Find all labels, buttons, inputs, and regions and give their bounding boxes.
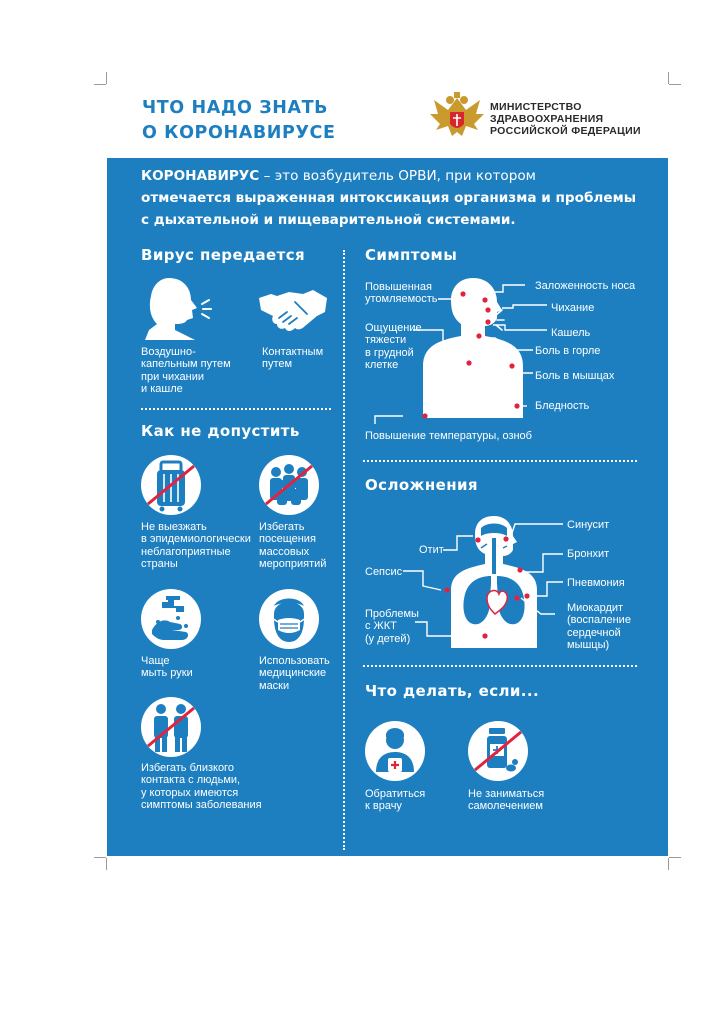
crop-mark <box>668 72 669 84</box>
text-line: контакта с людьми, <box>141 774 241 787</box>
text-line: мышцы) <box>567 639 610 652</box>
text-line: мероприятий <box>259 558 327 571</box>
crop-mark <box>669 857 681 858</box>
text-line: у которых имеются <box>141 786 239 799</box>
text-line: Повышенная <box>365 281 432 293</box>
text-line: массовых <box>259 545 310 558</box>
intro-line1: – это возбудитель ОРВИ, при котором <box>259 168 536 184</box>
text-line: мыть руки <box>141 667 193 680</box>
text-line: медицинские <box>259 667 327 680</box>
text-line: Контактным <box>262 346 324 358</box>
text-line: Не заниматься <box>468 788 545 800</box>
info-panel <box>107 158 668 856</box>
text-line: утомляемость <box>365 293 438 306</box>
text-line: в эпидемиологически <box>141 533 251 546</box>
symptom-sneeze: Чихание <box>551 302 595 314</box>
intro-line2: отмечается выраженная интоксикация организма и проблемы <box>141 190 637 206</box>
symptom-cough: Кашель <box>551 327 591 339</box>
text-line: капельным путем <box>141 358 231 371</box>
complication-otitis: Отит <box>419 544 444 556</box>
intro-bold: КОРОНАВИРУС <box>141 168 260 184</box>
symptom-throat: Боль в горле <box>535 345 601 357</box>
ministry-line: РОССИЙСКОЙ ФЕДЕРАЦИИ <box>490 125 641 137</box>
text-line: Воздушно- <box>141 346 196 358</box>
text-line: маски <box>259 679 290 692</box>
crop-mark <box>94 84 106 85</box>
coat-of-arms-icon <box>428 92 486 144</box>
crop-mark <box>669 84 681 85</box>
text-line: Не выезжать <box>141 521 207 533</box>
symptom-muscle: Боль в мышцах <box>535 370 615 382</box>
prevention-heading: Как не допустить <box>141 422 300 440</box>
transmission-heading: Вирус передается <box>141 246 306 264</box>
text-line: (у детей) <box>365 632 411 645</box>
text-line: Использовать <box>259 655 330 667</box>
symptom-pale: Бледность <box>535 400 590 412</box>
action-doctor <box>365 788 425 813</box>
text-line: неблагоприятные <box>141 545 231 558</box>
text-line: (воспаление <box>567 614 631 627</box>
text-line: симптомы заболевания <box>141 799 262 812</box>
complication-gi <box>365 608 419 645</box>
text-line: тяжести <box>365 334 407 347</box>
complication-bronchitis: Бронхит <box>567 548 610 560</box>
text-line: Миокардит <box>567 602 624 614</box>
text-line: путем <box>262 358 293 371</box>
symptom-nose: Заложенность носа <box>535 280 636 292</box>
complication-sinusitis: Синусит <box>567 519 610 531</box>
complications-heading: Осложнения <box>365 476 478 494</box>
ministry-line: МИНИСТЕРСТВО <box>490 101 582 113</box>
crop-mark <box>106 858 107 870</box>
crop-mark <box>668 858 669 870</box>
text-line: Избегать <box>259 521 305 533</box>
text-line: посещения <box>259 533 316 546</box>
text-line: сердечной <box>567 626 621 639</box>
actions-heading: Что делать, если... <box>365 682 540 700</box>
no-self-medication-icon <box>467 720 529 782</box>
crop-mark <box>106 72 107 84</box>
page-title-line: ЧТО НАДО ЗНАТЬ <box>142 98 329 118</box>
complication-sepsis: Сепсис <box>365 566 403 578</box>
intro-line3: с дыхательной и пищеварительной системами. <box>141 212 516 228</box>
section-divider <box>363 665 637 667</box>
text-line: Обратиться <box>365 788 426 800</box>
text-line: самолечением <box>468 800 543 813</box>
page-title-line: О КОРОНАВИРУСЕ <box>142 123 336 143</box>
complication-myocarditis <box>567 602 631 652</box>
page-title <box>142 96 336 146</box>
text-line: при чихании <box>141 370 205 383</box>
ministry-line: ЗДРАВООХРАНЕНИЯ <box>490 113 604 125</box>
doctor-icon <box>364 720 426 782</box>
text-line: Ощущение <box>365 322 422 334</box>
text-line: к врачу <box>365 800 402 813</box>
text-line: Чаще <box>141 655 170 667</box>
crop-mark <box>94 857 106 858</box>
complication-pneumonia: Пневмония <box>567 577 625 589</box>
text-line: и кашле <box>141 383 183 396</box>
text-line: клетке <box>365 359 399 372</box>
text-line: Избегать близкого <box>141 762 234 774</box>
text-line: страны <box>141 558 178 571</box>
ministry-name <box>490 101 641 137</box>
symptoms-heading: Симптомы <box>365 246 458 264</box>
action-self <box>468 788 544 813</box>
text-line: Проблемы <box>365 608 419 620</box>
symptom-fever: Повышение температуры, озноб <box>365 430 532 442</box>
text-line: в грудной <box>365 346 414 359</box>
text-line: с ЖКТ <box>365 620 397 633</box>
